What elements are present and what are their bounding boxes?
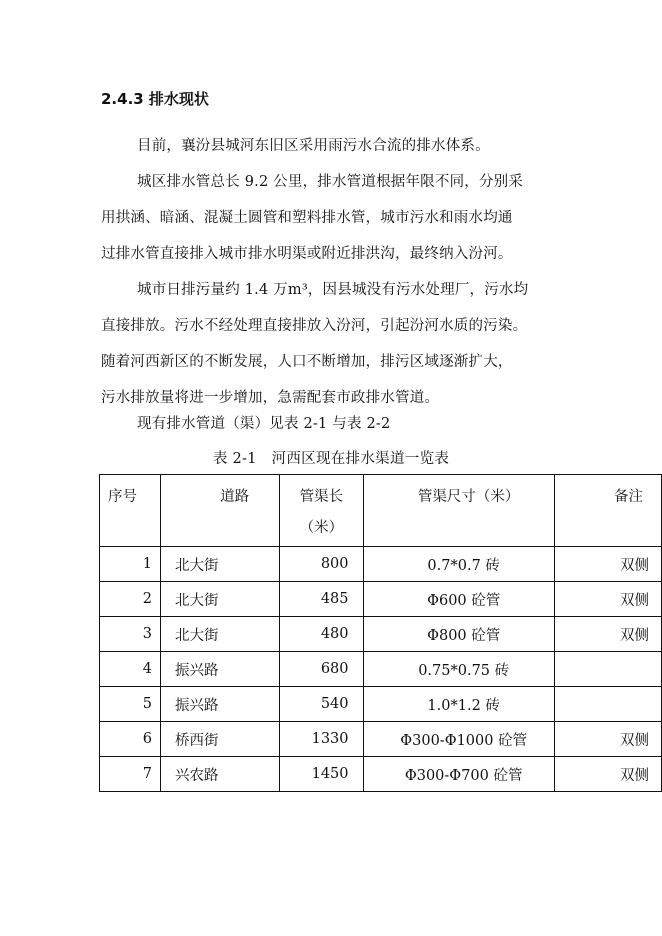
table-row bbox=[100, 722, 662, 757]
cell-index: 2 bbox=[100, 582, 161, 617]
table-row bbox=[100, 652, 662, 687]
table-row bbox=[100, 617, 662, 652]
header-note: 备注 bbox=[554, 475, 661, 547]
cell-road: 北大街 bbox=[161, 617, 280, 652]
cell-length: 485 bbox=[280, 582, 363, 617]
cell-length: 680 bbox=[280, 652, 363, 687]
cell-road: 北大街 bbox=[161, 547, 280, 582]
cell-size: Φ800 砼管 bbox=[363, 617, 554, 652]
table-row bbox=[100, 687, 662, 722]
cell-note: 双侧 bbox=[554, 547, 661, 582]
table-row bbox=[100, 757, 662, 792]
cell-index: 6 bbox=[100, 722, 161, 757]
header-size: 管渠尺寸（米） bbox=[363, 475, 554, 547]
text-line: 城市日排污量约 1.4 万m³，因县城没有污水处理厂，污水均 bbox=[137, 282, 529, 298]
cell-note: 双侧 bbox=[554, 722, 661, 757]
header-length-line1: 管渠长 bbox=[299, 489, 344, 505]
cell-size: Φ300-Φ700 砼管 bbox=[363, 757, 554, 792]
paragraph-1 bbox=[101, 128, 581, 164]
text-line: 用拱涵、暗涵、混凝土圆管和塑料排水管，城市污水和雨水均通 bbox=[101, 210, 513, 226]
text-line: 现有排水管道（渠）见表 2-1 与表 2-2 bbox=[137, 416, 391, 432]
table-header-row bbox=[100, 475, 662, 547]
table-row bbox=[100, 582, 662, 617]
cell-size: 1.0*1.2 砖 bbox=[363, 687, 554, 722]
cell-length: 1330 bbox=[280, 722, 363, 757]
text-line: 过排水管直接排入城市排水明渠或附近排洪沟，最终纳入汾河。 bbox=[101, 246, 513, 262]
cell-index: 1 bbox=[100, 547, 161, 582]
cell-road: 振兴路 bbox=[161, 687, 280, 722]
text-line: 直接排放。污水不经处理直接排放入汾河，引起汾河水质的污染。 bbox=[101, 318, 528, 334]
cell-road: 北大街 bbox=[161, 582, 280, 617]
cell-index: 7 bbox=[100, 757, 161, 792]
cell-index: 3 bbox=[100, 617, 161, 652]
cell-length: 480 bbox=[280, 617, 363, 652]
text-line: 目前，襄汾县城河东旧区采用雨污水合流的排水体系。 bbox=[137, 138, 490, 154]
cell-length: 800 bbox=[280, 547, 363, 582]
cell-road: 桥西街 bbox=[161, 722, 280, 757]
header-length bbox=[280, 475, 363, 547]
header-index: 序号 bbox=[100, 475, 161, 547]
cell-size: Φ300-Φ1000 砼管 bbox=[363, 722, 554, 757]
drainage-table bbox=[99, 474, 662, 792]
paragraph-4 bbox=[101, 406, 581, 442]
cell-size: Φ600 砼管 bbox=[363, 582, 554, 617]
text-line: 随着河西新区的不断发展，人口不断增加，排污区域逐渐扩大， bbox=[101, 354, 513, 370]
text-line: 污水排放量将进一步增加，急需配套市政排水管道。 bbox=[101, 390, 440, 406]
text-line: 城区排水管总长 9.2 公里，排水管道根据年限不同，分别采 bbox=[137, 174, 524, 190]
cell-index: 4 bbox=[100, 652, 161, 687]
paragraph-2 bbox=[101, 164, 581, 272]
cell-size: 0.7*0.7 砖 bbox=[363, 547, 554, 582]
cell-road: 兴农路 bbox=[161, 757, 280, 792]
table-row bbox=[100, 547, 662, 582]
cell-length: 1450 bbox=[280, 757, 363, 792]
paragraph-3 bbox=[101, 272, 581, 416]
cell-note bbox=[554, 652, 661, 687]
section-heading: 2.4.3 排水现状 bbox=[101, 90, 209, 108]
cell-note: 双侧 bbox=[554, 757, 661, 792]
cell-note bbox=[554, 687, 661, 722]
header-length-unit: （米） bbox=[299, 520, 344, 536]
table-caption: 表 2-1 河西区现在排水渠道一览表 bbox=[212, 451, 450, 467]
cell-length: 540 bbox=[280, 687, 363, 722]
cell-size: 0.75*0.75 砖 bbox=[363, 652, 554, 687]
cell-note: 双侧 bbox=[554, 582, 661, 617]
cell-road: 振兴路 bbox=[161, 652, 280, 687]
cell-index: 5 bbox=[100, 687, 161, 722]
cell-note: 双侧 bbox=[554, 617, 661, 652]
header-road: 道路 bbox=[161, 475, 280, 547]
